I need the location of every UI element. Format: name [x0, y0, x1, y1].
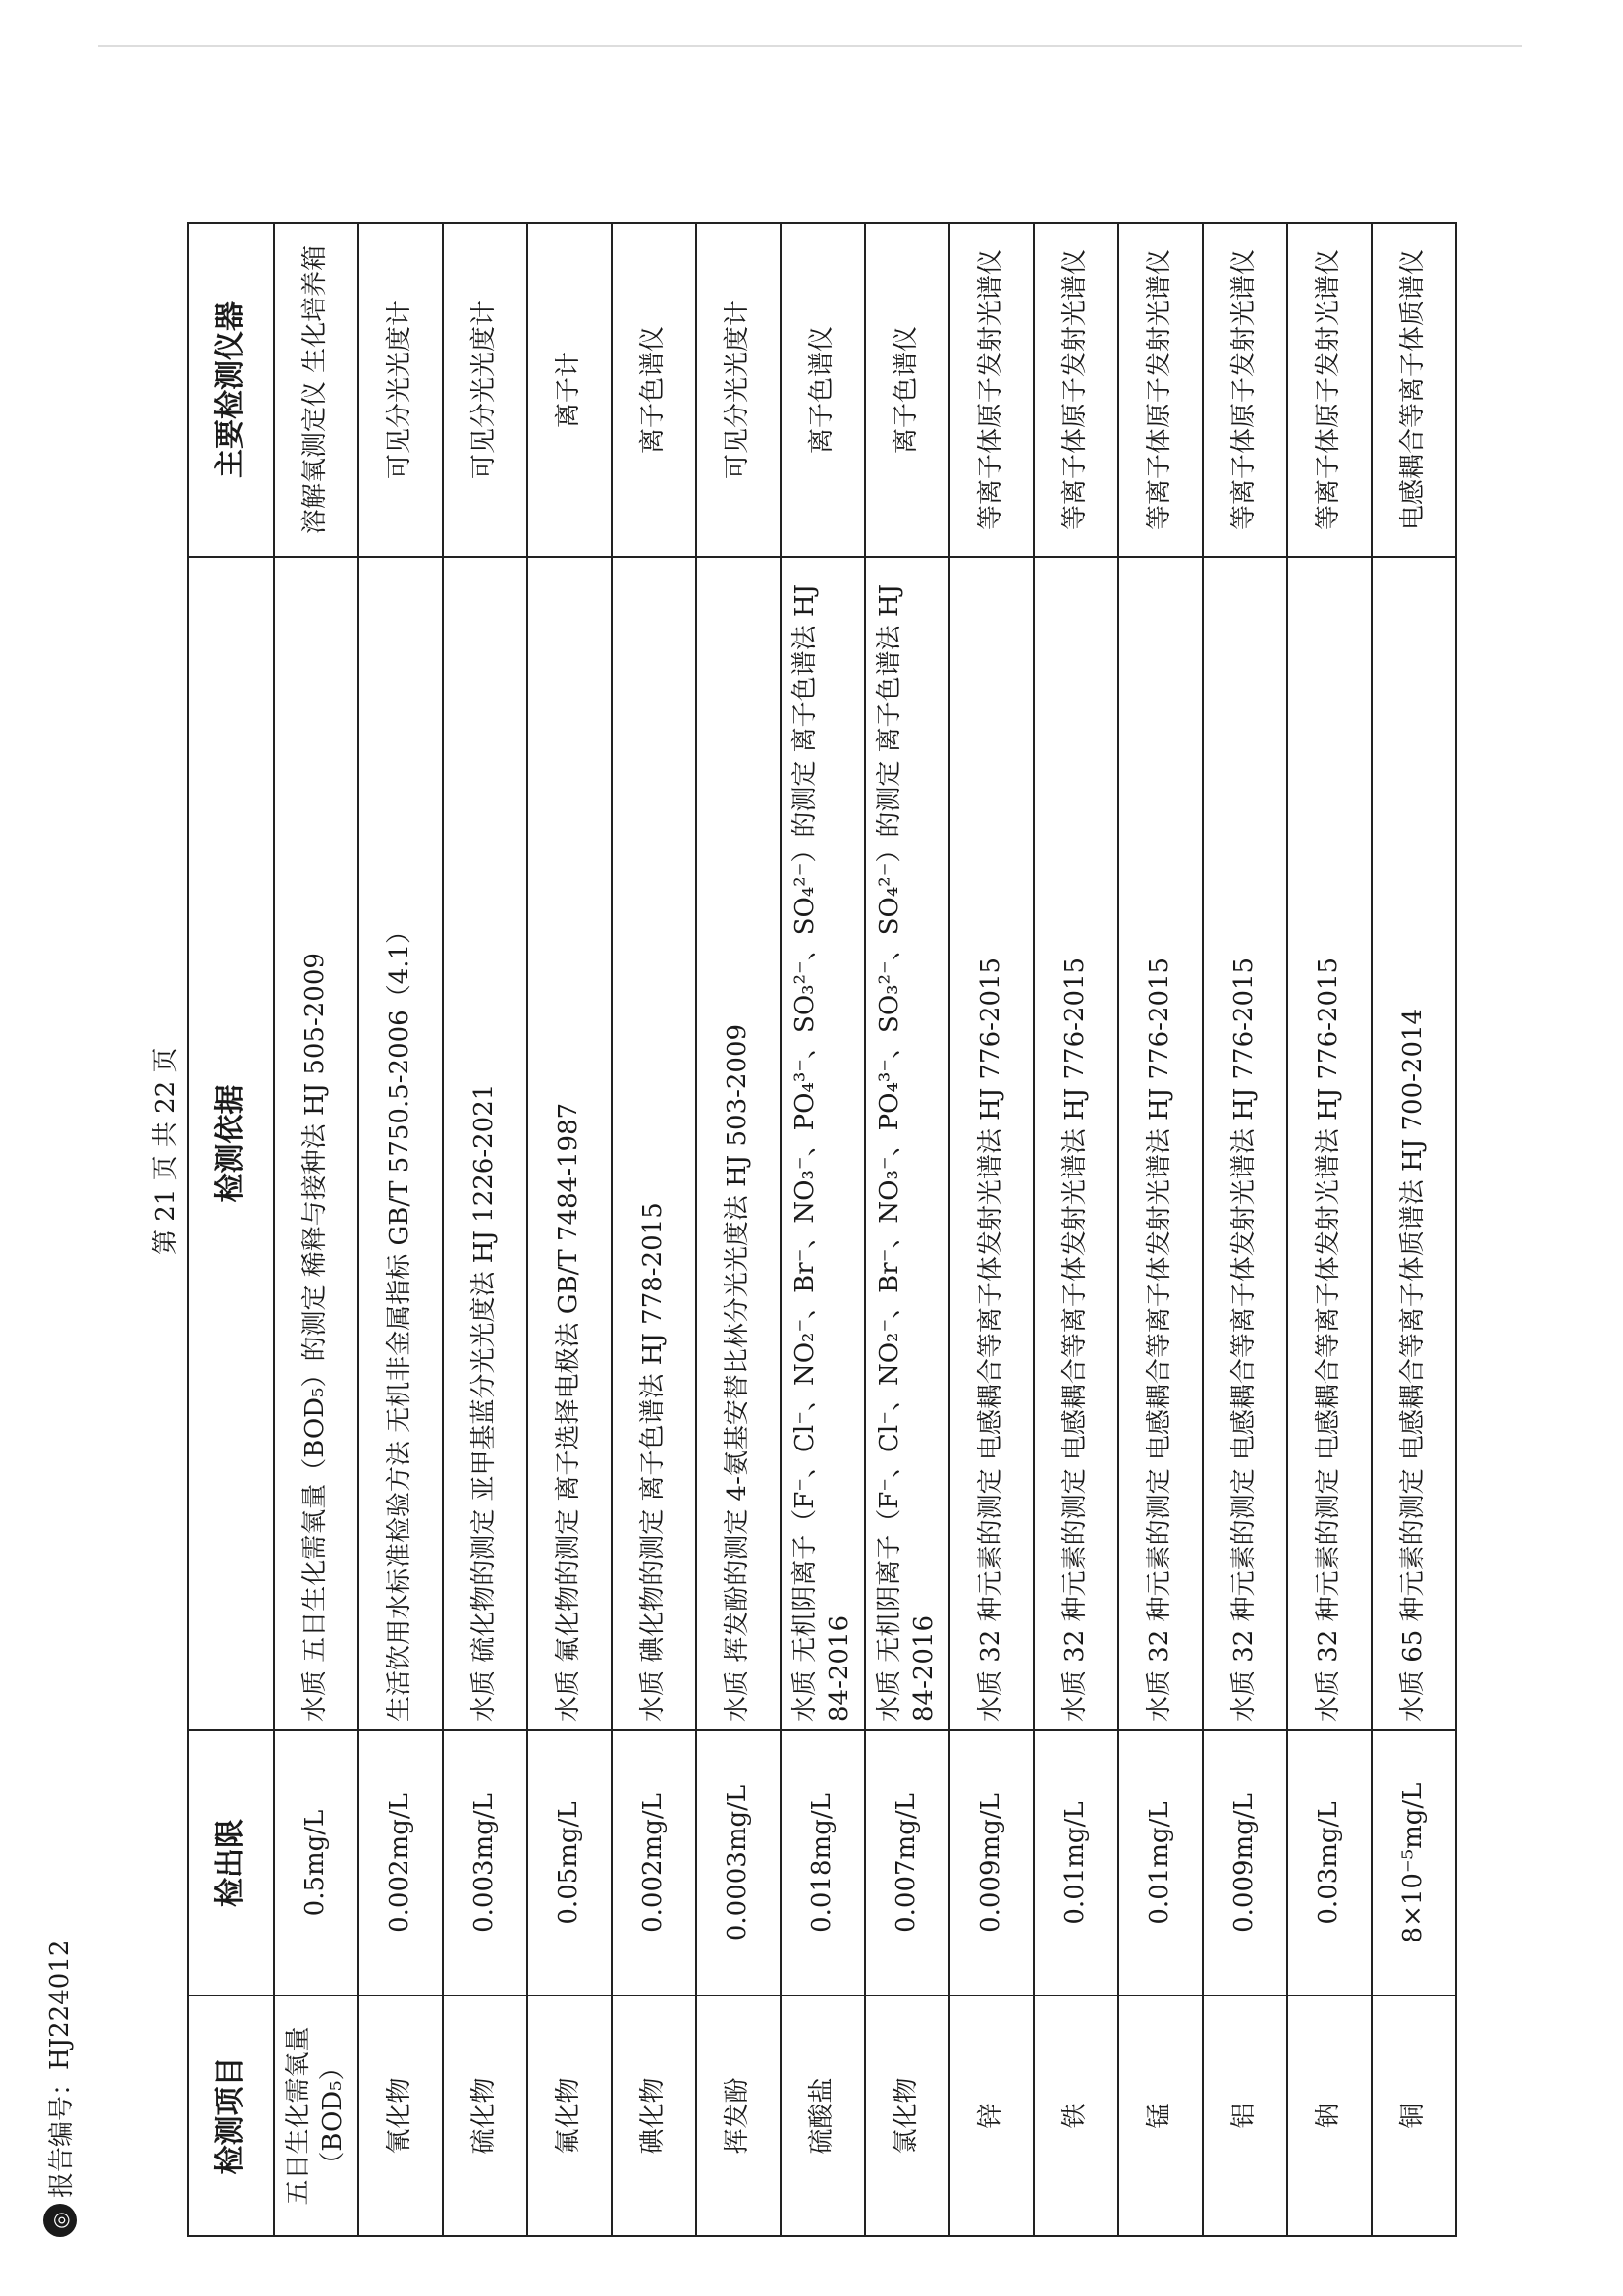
cell-limit: 0.01mg/L [1118, 1730, 1203, 1995]
cell-basis: 水质 氟化物的测定 离子选择电极法 GB/T 7484-1987 [527, 557, 612, 1730]
cell-item: 硫酸盐 [781, 1995, 865, 2236]
cell-item: 铜 [1372, 1995, 1456, 2236]
table-row [1287, 223, 1372, 2236]
cell-basis: 水质 32 种元素的测定 电感耦合等离子体发射光谱法 HJ 776-2015 [1203, 557, 1287, 1730]
cell-item: 碘化物 [612, 1995, 696, 2236]
cell-basis: 水质 挥发酚的测定 4-氨基安替比林分光光度法 HJ 503-2009 [696, 557, 781, 1730]
company-logo-icon: ◎ [43, 2204, 77, 2237]
table-row [1034, 223, 1118, 2236]
cell-basis: 水质 无机阴离子（F⁻、Cl⁻、NO₂⁻、Br⁻、NO₃⁻、PO₄³⁻、SO₃²⁻、SO₄²⁻）的测定 离子色谱法 HJ 84-2016 [865, 557, 949, 1730]
cell-instrument: 可见分光光度计 [358, 223, 443, 557]
table-row [696, 223, 781, 2236]
cell-basis: 水质 五日生化需氧量（BOD₅）的测定 稀释与接种法 HJ 505-2009 [274, 557, 358, 1730]
col-header-limit: 检出限 [188, 1730, 274, 1995]
cell-instrument: 等离子体原子发射光谱仪 [1118, 223, 1203, 557]
cell-basis: 生活饮用水标准检验方法 无机非金属指标 GB/T 5750.5-2006（4.1） [358, 557, 443, 1730]
cell-limit: 0.009mg/L [1203, 1730, 1287, 1995]
cell-item: 氟化物 [527, 1995, 612, 2236]
cell-limit: 0.009mg/L [949, 1730, 1034, 1995]
cell-instrument: 离子色谱仪 [612, 223, 696, 557]
table-row [443, 223, 527, 2236]
report-no: HJ224012 [44, 1940, 75, 2070]
cell-item: 氰化物 [358, 1995, 443, 2236]
cell-item: 钠 [1287, 1995, 1372, 2236]
report-header [41, 1941, 78, 2237]
table-row [781, 223, 865, 2236]
cell-instrument: 等离子体原子发射光谱仪 [1287, 223, 1372, 557]
cell-limit: 0.0003mg/L [696, 1730, 781, 1995]
cell-instrument: 溶解氧测定仪 生化培养箱 [274, 223, 358, 557]
cell-limit: 0.007mg/L [865, 1730, 949, 1995]
report-no-label: 报告编号： [47, 2069, 77, 2198]
page-indicator: 第 21 页 共 22 页 [151, 1047, 181, 1255]
cell-instrument: 可见分光光度计 [443, 223, 527, 557]
cell-limit: 0.018mg/L [781, 1730, 865, 1995]
table-row [1372, 223, 1456, 2236]
cell-limit: 8×10⁻⁵mg/L [1372, 1730, 1456, 1995]
cell-item: 氯化物 [865, 1995, 949, 2236]
table-row [1118, 223, 1203, 2236]
cell-limit: 0.05mg/L [527, 1730, 612, 1995]
table-row [1203, 223, 1287, 2236]
cell-limit: 0.003mg/L [443, 1730, 527, 1995]
cell-basis: 水质 无机阴离子（F⁻、Cl⁻、NO₂⁻、Br⁻、NO₃⁻、PO₄³⁻、SO₃²⁻、SO₄²⁻）的测定 离子色谱法 HJ 84-2016 [781, 557, 865, 1730]
cell-item: 挥发酚 [696, 1995, 781, 2236]
cell-limit: 0.5mg/L [274, 1730, 358, 1995]
cell-instrument: 离子计 [527, 223, 612, 557]
cell-limit: 0.01mg/L [1034, 1730, 1118, 1995]
col-header-instrument: 主要检测仪器 [188, 223, 274, 557]
cell-basis: 水质 32 种元素的测定 电感耦合等离子体发射光谱法 HJ 776-2015 [1287, 557, 1372, 1730]
cell-basis: 水质 32 种元素的测定 电感耦合等离子体发射光谱法 HJ 776-2015 [1034, 557, 1118, 1730]
cell-limit: 0.002mg/L [358, 1730, 443, 1995]
cell-basis: 水质 碘化物的测定 离子色谱法 HJ 778-2015 [612, 557, 696, 1730]
table-row [949, 223, 1034, 2236]
test-method-table [187, 222, 1457, 2237]
cell-basis: 水质 32 种元素的测定 电感耦合等离子体发射光谱法 HJ 776-2015 [1118, 557, 1203, 1730]
cell-instrument: 可见分光光度计 [696, 223, 781, 557]
cell-item: 铁 [1034, 1995, 1118, 2236]
cell-limit: 0.002mg/L [612, 1730, 696, 1995]
col-header-item: 检测项目 [188, 1995, 274, 2236]
table-header-row [188, 223, 274, 2236]
table-row [358, 223, 443, 2236]
cell-item: 五日生化需氧量（BOD₅） [274, 1995, 358, 2236]
cell-basis: 水质 65 种元素的测定 电感耦合等离子体质谱法 HJ 700-2014 [1372, 557, 1456, 1730]
table-row [612, 223, 696, 2236]
cell-item: 铝 [1203, 1995, 1287, 2236]
cell-instrument: 离子色谱仪 [781, 223, 865, 557]
cell-instrument: 等离子体原子发射光谱仪 [949, 223, 1034, 557]
cell-instrument: 电感耦合等离子体质谱仪 [1372, 223, 1456, 557]
cell-instrument: 等离子体原子发射光谱仪 [1203, 223, 1287, 557]
cell-item: 硫化物 [443, 1995, 527, 2236]
cell-basis: 水质 硫化物的测定 亚甲基蓝分光光度法 HJ 1226-2021 [443, 557, 527, 1730]
cell-instrument: 离子色谱仪 [865, 223, 949, 557]
cell-instrument: 等离子体原子发射光谱仪 [1034, 223, 1118, 557]
col-header-basis: 检测依据 [188, 557, 274, 1730]
table-row [274, 223, 358, 2236]
table-row [527, 223, 612, 2236]
cell-item: 锌 [949, 1995, 1034, 2236]
scan-margin-line [98, 45, 1522, 47]
cell-basis: 水质 32 种元素的测定 电感耦合等离子体发射光谱法 HJ 776-2015 [949, 557, 1034, 1730]
table-row [865, 223, 949, 2236]
cell-limit: 0.03mg/L [1287, 1730, 1372, 1995]
cell-item: 锰 [1118, 1995, 1203, 2236]
